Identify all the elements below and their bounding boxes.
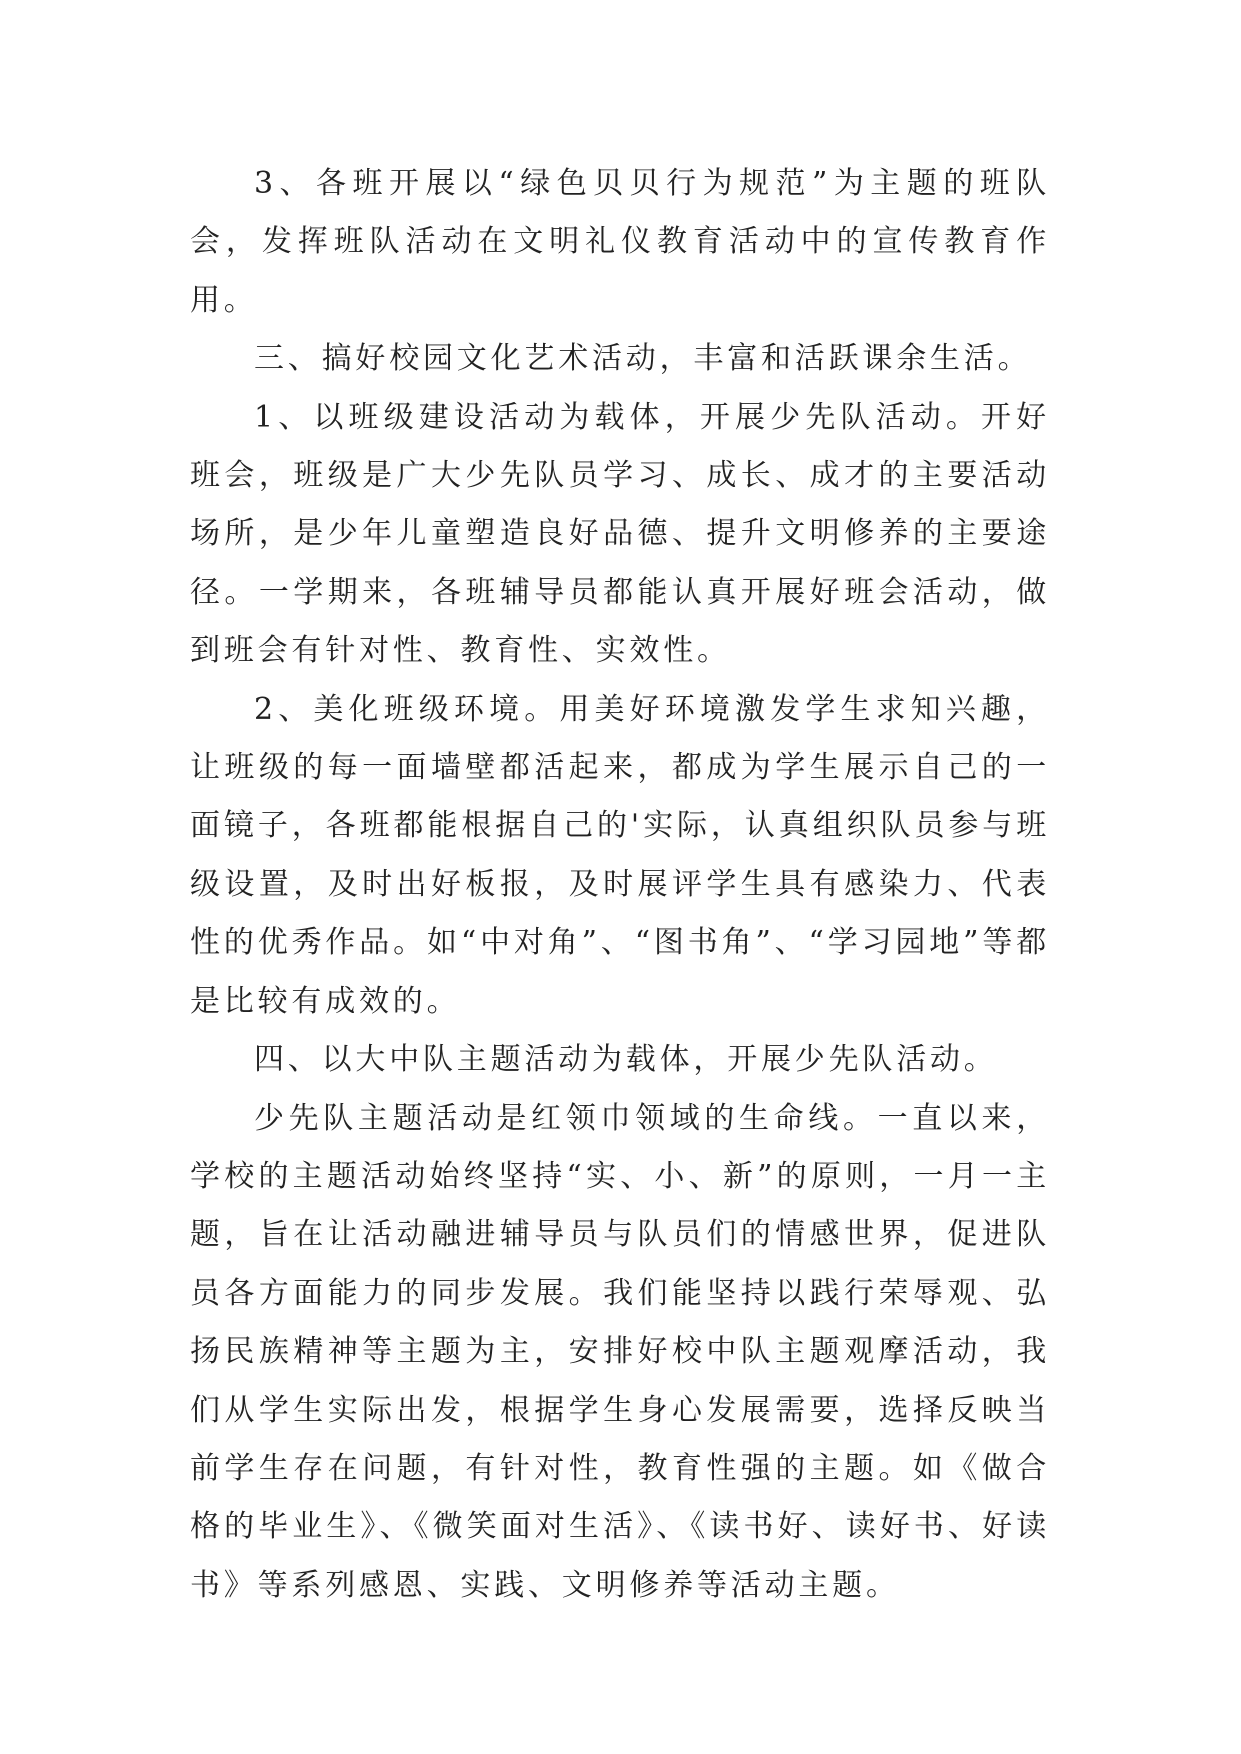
- paragraph-class-building: 1、以班级建设活动为载体，开展少先队活动。开好班会，班级是广大少先队员学习、成长、成才的主要活动场所，是少年儿童塑造良好品德、提升文明修养的主要途径。一学期来，各班辅导员都能认真开展好班会活动，做到班会有针对性、教育性、实效性。: [190, 399, 1050, 669]
- heading-section-three: 三、搞好校园文化艺术活动，丰富和活跃课余生活。: [254, 341, 1032, 377]
- paragraph-theme-activities: 少先队主题活动是红领巾领域的生命线。一直以来，学校的主题活动始终坚持“实、小、新”的原则，一月一主题，旨在让活动融进辅导员与队员们的情感世界，促进队员各方面能力的同步发展。我们能坚持以践行荣辱观、弘扬民族精神等主题为主，安排好校中队主题观摩活动，我们从学生实际出发，根据学生身心发展需要，选择反映当前学生存在问题，有针对性，教育性强的主题。如《做合格的毕业生》、《微笑面对生活》、《读书好、读好书、好读书》等系列感恩、实践、文明修养等活动主题。: [190, 1100, 1050, 1603]
- paragraph-class-meeting: 3、各班开展以“绿色贝贝行为规范”为主题的班队会，发挥班队活动在文明礼仪教育活动中的宣传教育作用。: [190, 166, 1050, 318]
- document-body: [190, 155, 1050, 1615]
- heading-section-four: 四、以大中队主题活动为载体，开展少先队活动。: [254, 1042, 998, 1078]
- paragraph-class-environment: 2、美化班级环境。用美好环境激发学生求知兴趣，让班级的每一面墙壁都活起来，都成为学生展示自己的一面镜子，各班都能根据自己的'实际，认真组织队员参与班级设置，及时出好板报，及时展评学生具有感染力、代表性的优秀作品。如“中对角”、“图书角”、“学习园地”等都是比较有成效的。: [190, 691, 1050, 1019]
